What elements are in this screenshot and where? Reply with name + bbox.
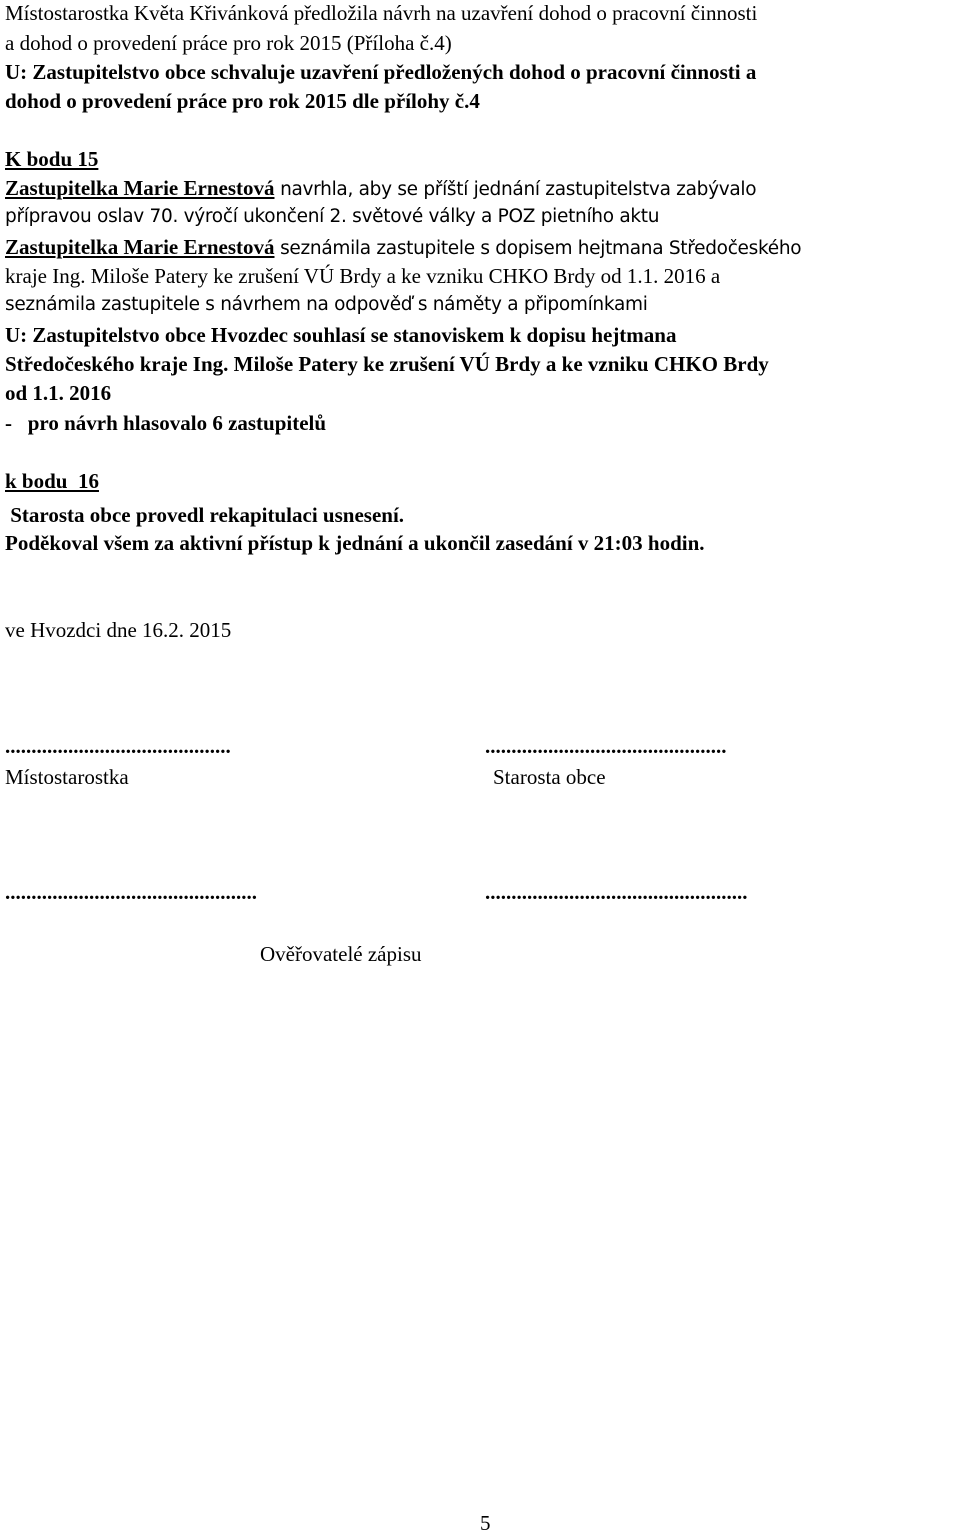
signature-label-verifiers: Ověřovatelé zápisu: [260, 942, 422, 966]
item15-paragraph-line: kraje Ing. Miloše Patery ke zrušení VÚ Brdy a ke vzniku CHKO Brdy od 1.1. 2016 a: [5, 264, 721, 288]
signature-dots-right: ..............................................: [485, 734, 727, 758]
page-number: 5: [480, 1511, 491, 1535]
item16-text-line: Starosta obce provedl rekapitulaci usnesení.: [5, 503, 405, 527]
item15-paragraph-line: [5, 175, 756, 203]
signature-dots-left: ................................................: [5, 880, 257, 904]
item15-paragraph-line: seznámila zastupitele s návrhem na odpověď s náměty a připomínkami: [5, 294, 648, 315]
item14-text-line: a dohod o provedení práce pro rok 2015 (Příloha č.4): [5, 31, 452, 55]
item15-heading: K bodu 15: [5, 147, 99, 171]
item15-resolution-line: od 1.1. 2016: [5, 381, 112, 405]
item15-resolution-line: U: Zastupitelstvo obce Hvozdec souhlasí se stanoviskem k dopisu hejtmana: [5, 323, 677, 347]
item16-heading: k bodu 16: [5, 469, 99, 493]
signature-dots-left: ...........................................: [5, 734, 231, 758]
date-line: ve Hvozdci dne 16.2. 2015: [5, 618, 232, 642]
item14-resolution-line: dohod o provedení práce pro rok 2015 dle přílohy č.4: [5, 89, 480, 113]
item14-resolution-line: U: Zastupitelstvo obce schvaluje uzavření předložených dohod o pracovní činnosti a: [5, 60, 757, 84]
item15-text: navrhla, aby se příští jednání zastupitelstva zabývalo: [274, 179, 757, 200]
item14-text-line: Místostarostka Květa Křivánková předložila návrh na uzavření dohod o pracovní činnosti: [5, 1, 758, 25]
councillor-name: Zastupitelka Marie Ernestová: [5, 176, 275, 200]
signature-label-deputy-mayor: Místostarostka: [5, 765, 129, 789]
item15-resolution-line: Středočeského kraje Ing. Miloše Patery ke zrušení VÚ Brdy a ke vzniku CHKO Brdy: [5, 352, 769, 376]
councillor-name: Zastupitelka Marie Ernestová: [5, 235, 275, 259]
item15-paragraph-line: [5, 234, 801, 262]
item15-paragraph-line: přípravou oslav 70. výročí ukončení 2. světové války a POZ pietního aktu: [5, 206, 660, 227]
item16-text-line: Poděkoval všem za aktivní přístup k jednání a ukončil zasedání v 21:03 hodin.: [5, 531, 705, 555]
signature-label-mayor: Starosta obce: [493, 765, 606, 789]
item15-vote-line: - pro návrh hlasovalo 6 zastupitelů: [5, 411, 327, 435]
item15-text: seznámila zastupitele s dopisem hejtmana Středočeského: [274, 238, 802, 259]
signature-dots-right: ..................................................: [485, 880, 748, 904]
